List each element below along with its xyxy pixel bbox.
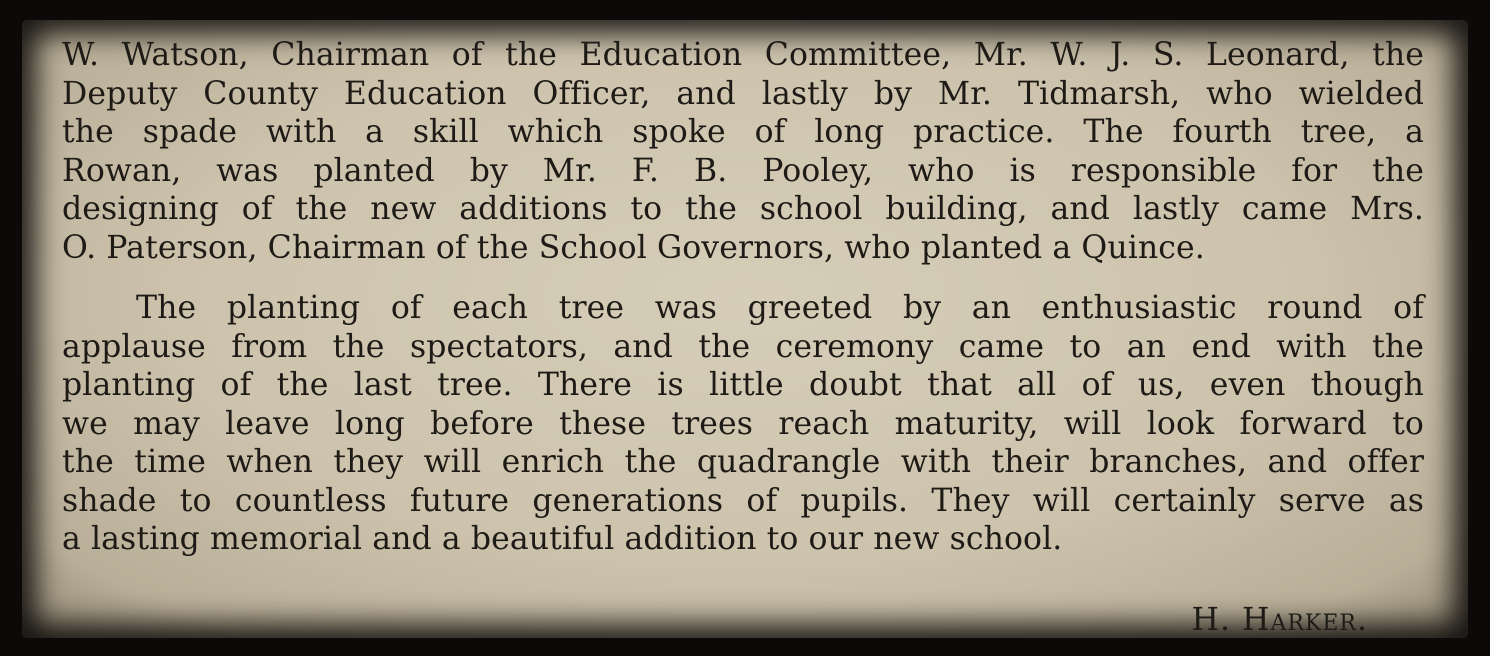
paragraph-gap	[62, 267, 1424, 289]
text-line: the time when they will enrich the quadrangle with their branches, and offer	[62, 444, 1424, 480]
text-line: shade to countless future generations of pupils. They will certainly serve as	[62, 482, 1424, 519]
paragraph-1	[62, 36, 1424, 267]
text-line: Deputy County Education Officer, and lastly by Mr. Tidmarsh, who wielded	[62, 75, 1424, 112]
text-line: designing of the new additions to the school building, and lastly came Mrs.	[62, 191, 1424, 227]
text-line: the spade with a skill which spoke of long practice. The fourth tree, a	[62, 114, 1424, 150]
text-line: W. Watson, Chairman of the Education Committee, Mr. W. J. S. Leonard, the	[62, 37, 1424, 73]
text-line: planting of the last tree. There is little doubt that all of us, even though	[62, 367, 1424, 403]
article-body	[62, 36, 1424, 559]
text-line: we may leave long before these trees reach maturity, will look forward to	[62, 405, 1424, 442]
text-line: The planting of each tree was greeted by an enthusiastic round of	[136, 290, 1424, 326]
text-line: a lasting memorial and a beautiful addition to our new school.	[62, 521, 1063, 557]
author-signature: H. Harker.	[1191, 602, 1368, 638]
text-line: applause from the spectators, and the ceremony came to an end with the	[62, 328, 1424, 365]
text-line: O. Paterson, Chairman of the School Governors, who planted a Quince.	[62, 229, 1205, 266]
paragraph-2	[62, 289, 1424, 559]
text-line: Rowan, was planted by Mr. F. B. Pooley, who is responsible for the	[62, 152, 1424, 189]
